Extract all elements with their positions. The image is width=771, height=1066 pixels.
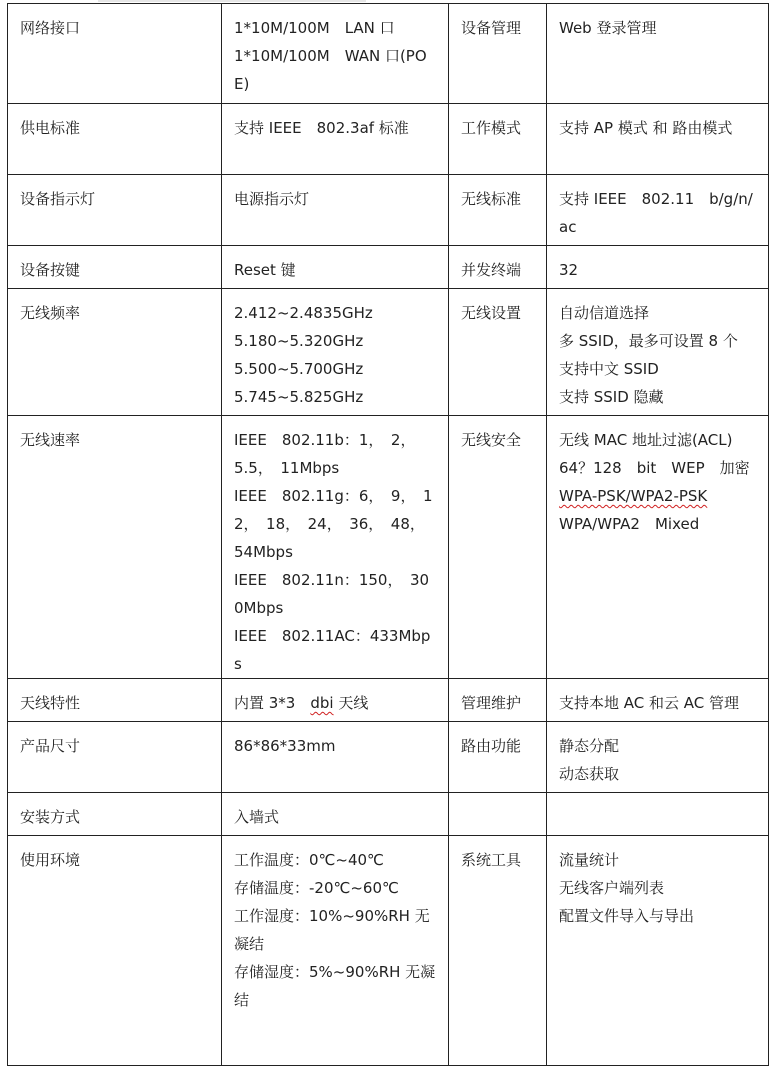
spec-value <box>222 679 449 722</box>
spec-table-body <box>8 4 769 1066</box>
spec-label: 并发终端 <box>449 246 547 289</box>
spec-value <box>222 836 449 1066</box>
value-line: 动态获取 <box>559 765 620 783</box>
spec-value <box>222 175 449 246</box>
spec-label: 设备按键 <box>8 246 222 289</box>
value-line: Web 登录管理 <box>559 19 657 37</box>
value-line: 支持 AP 模式 和 路由模式 <box>559 119 733 137</box>
spec-value <box>547 104 769 175</box>
spec-value <box>547 416 769 679</box>
spec-label <box>449 793 547 836</box>
value-line: 入墙式 <box>234 808 280 826</box>
spec-value <box>222 793 449 836</box>
value-line: IEEE 802.11b：1， 2， 5.5， 11Mbps <box>234 431 423 477</box>
value-line: 支持 SSID 隐藏 <box>559 388 664 406</box>
table-row <box>8 175 769 246</box>
spec-value <box>547 722 769 793</box>
spec-value <box>547 289 769 416</box>
spec-value <box>547 836 769 1066</box>
value-line: 86*86*33mm <box>234 737 336 755</box>
value-line: 工作湿度：10%~90%RH 无凝结 <box>234 907 430 953</box>
value-line: 流量统计 <box>559 851 620 869</box>
spec-label: 工作模式 <box>449 104 547 175</box>
value-line: 1*10M/100M WAN 口(POE) <box>234 47 427 93</box>
value-line: 工作温度：0℃~40℃ <box>234 851 384 869</box>
spec-value <box>222 246 449 289</box>
value-line: 存储温度：-20℃~60℃ <box>234 879 399 897</box>
value-line: 无线客户端列表 <box>559 879 665 897</box>
spec-value <box>222 104 449 175</box>
table-row <box>8 289 769 416</box>
value-line: 自动信道选择 <box>559 304 650 322</box>
value-line: WPA/WPA2 Mixed <box>559 515 700 533</box>
spec-label: 系统工具 <box>449 836 547 1066</box>
spec-label: 供电标准 <box>8 104 222 175</box>
value-line: 电源指示灯 <box>234 190 310 208</box>
spec-value <box>222 4 449 104</box>
table-row <box>8 416 769 679</box>
spec-label: 使用环境 <box>8 836 222 1066</box>
table-row <box>8 246 769 289</box>
top-divider <box>98 0 366 2</box>
spec-label: 无线安全 <box>449 416 547 679</box>
spec-label: 路由功能 <box>449 722 547 793</box>
spec-label: 无线标准 <box>449 175 547 246</box>
value-line: 1*10M/100M LAN 口 <box>234 19 395 37</box>
table-row <box>8 104 769 175</box>
value-line: 支持本地 AC 和云 AC 管理 <box>559 694 740 712</box>
spec-value <box>222 289 449 416</box>
spec-value <box>547 246 769 289</box>
value-line: 支持 IEEE 802.11 b/g/n/ac <box>559 190 753 236</box>
value-line: 32 <box>559 261 579 279</box>
value-line: IEEE 802.11g：6， 9， 12， 18， 24， 36， 48， 54Mbps <box>234 487 433 561</box>
spec-label: 网络接口 <box>8 4 222 104</box>
spec-value <box>547 175 769 246</box>
spec-label: 无线速率 <box>8 416 222 679</box>
value-line: 64？128 bit WEP 加密 <box>559 459 750 477</box>
table-row <box>8 679 769 722</box>
value-line: 支持中文 SSID <box>559 360 659 378</box>
value-line: IEEE 802.11AC：433Mbps <box>234 627 431 673</box>
spec-label: 设备管理 <box>449 4 547 104</box>
value-line: Reset 键 <box>234 261 296 279</box>
value-line: 静态分配 <box>559 737 620 755</box>
table-row <box>8 722 769 793</box>
spec-value <box>222 722 449 793</box>
value-line: 配置文件导入与导出 <box>559 907 695 925</box>
value-line: 多 SSID，最多可设置 8 个 <box>559 332 738 350</box>
table-row <box>8 4 769 104</box>
spec-label: 无线频率 <box>8 289 222 416</box>
spec-value <box>222 416 449 679</box>
value-line: 5.180~5.320GHz <box>234 332 364 350</box>
value-line: 5.500~5.700GHz <box>234 360 364 378</box>
spec-value <box>547 793 769 836</box>
spec-label: 天线特性 <box>8 679 222 722</box>
spec-label: 安装方式 <box>8 793 222 836</box>
spec-value <box>547 679 769 722</box>
spec-table <box>7 3 769 1066</box>
spec-value <box>547 4 769 104</box>
value-line: IEEE 802.11n：150， 300Mbps <box>234 571 430 617</box>
value-line: 内置 3*3 dbi 天线 <box>234 694 369 712</box>
spec-label: 设备指示灯 <box>8 175 222 246</box>
table-row <box>8 793 769 836</box>
spec-label: 产品尺寸 <box>8 722 222 793</box>
value-line: WPA-PSK/WPA2-PSK <box>559 487 708 505</box>
value-line: 无线 MAC 地址过滤(ACL) <box>559 431 733 449</box>
value-line: 5.745~5.825GHz <box>234 388 364 406</box>
value-line: 存储湿度：5%~90%RH 无凝结 <box>234 963 436 1009</box>
value-line: 支持 IEEE 802.3af 标准 <box>234 119 409 137</box>
spec-label: 无线设置 <box>449 289 547 416</box>
spec-label: 管理维护 <box>449 679 547 722</box>
table-row <box>8 836 769 1066</box>
value-line: 2.412~2.4835GHz <box>234 304 373 322</box>
